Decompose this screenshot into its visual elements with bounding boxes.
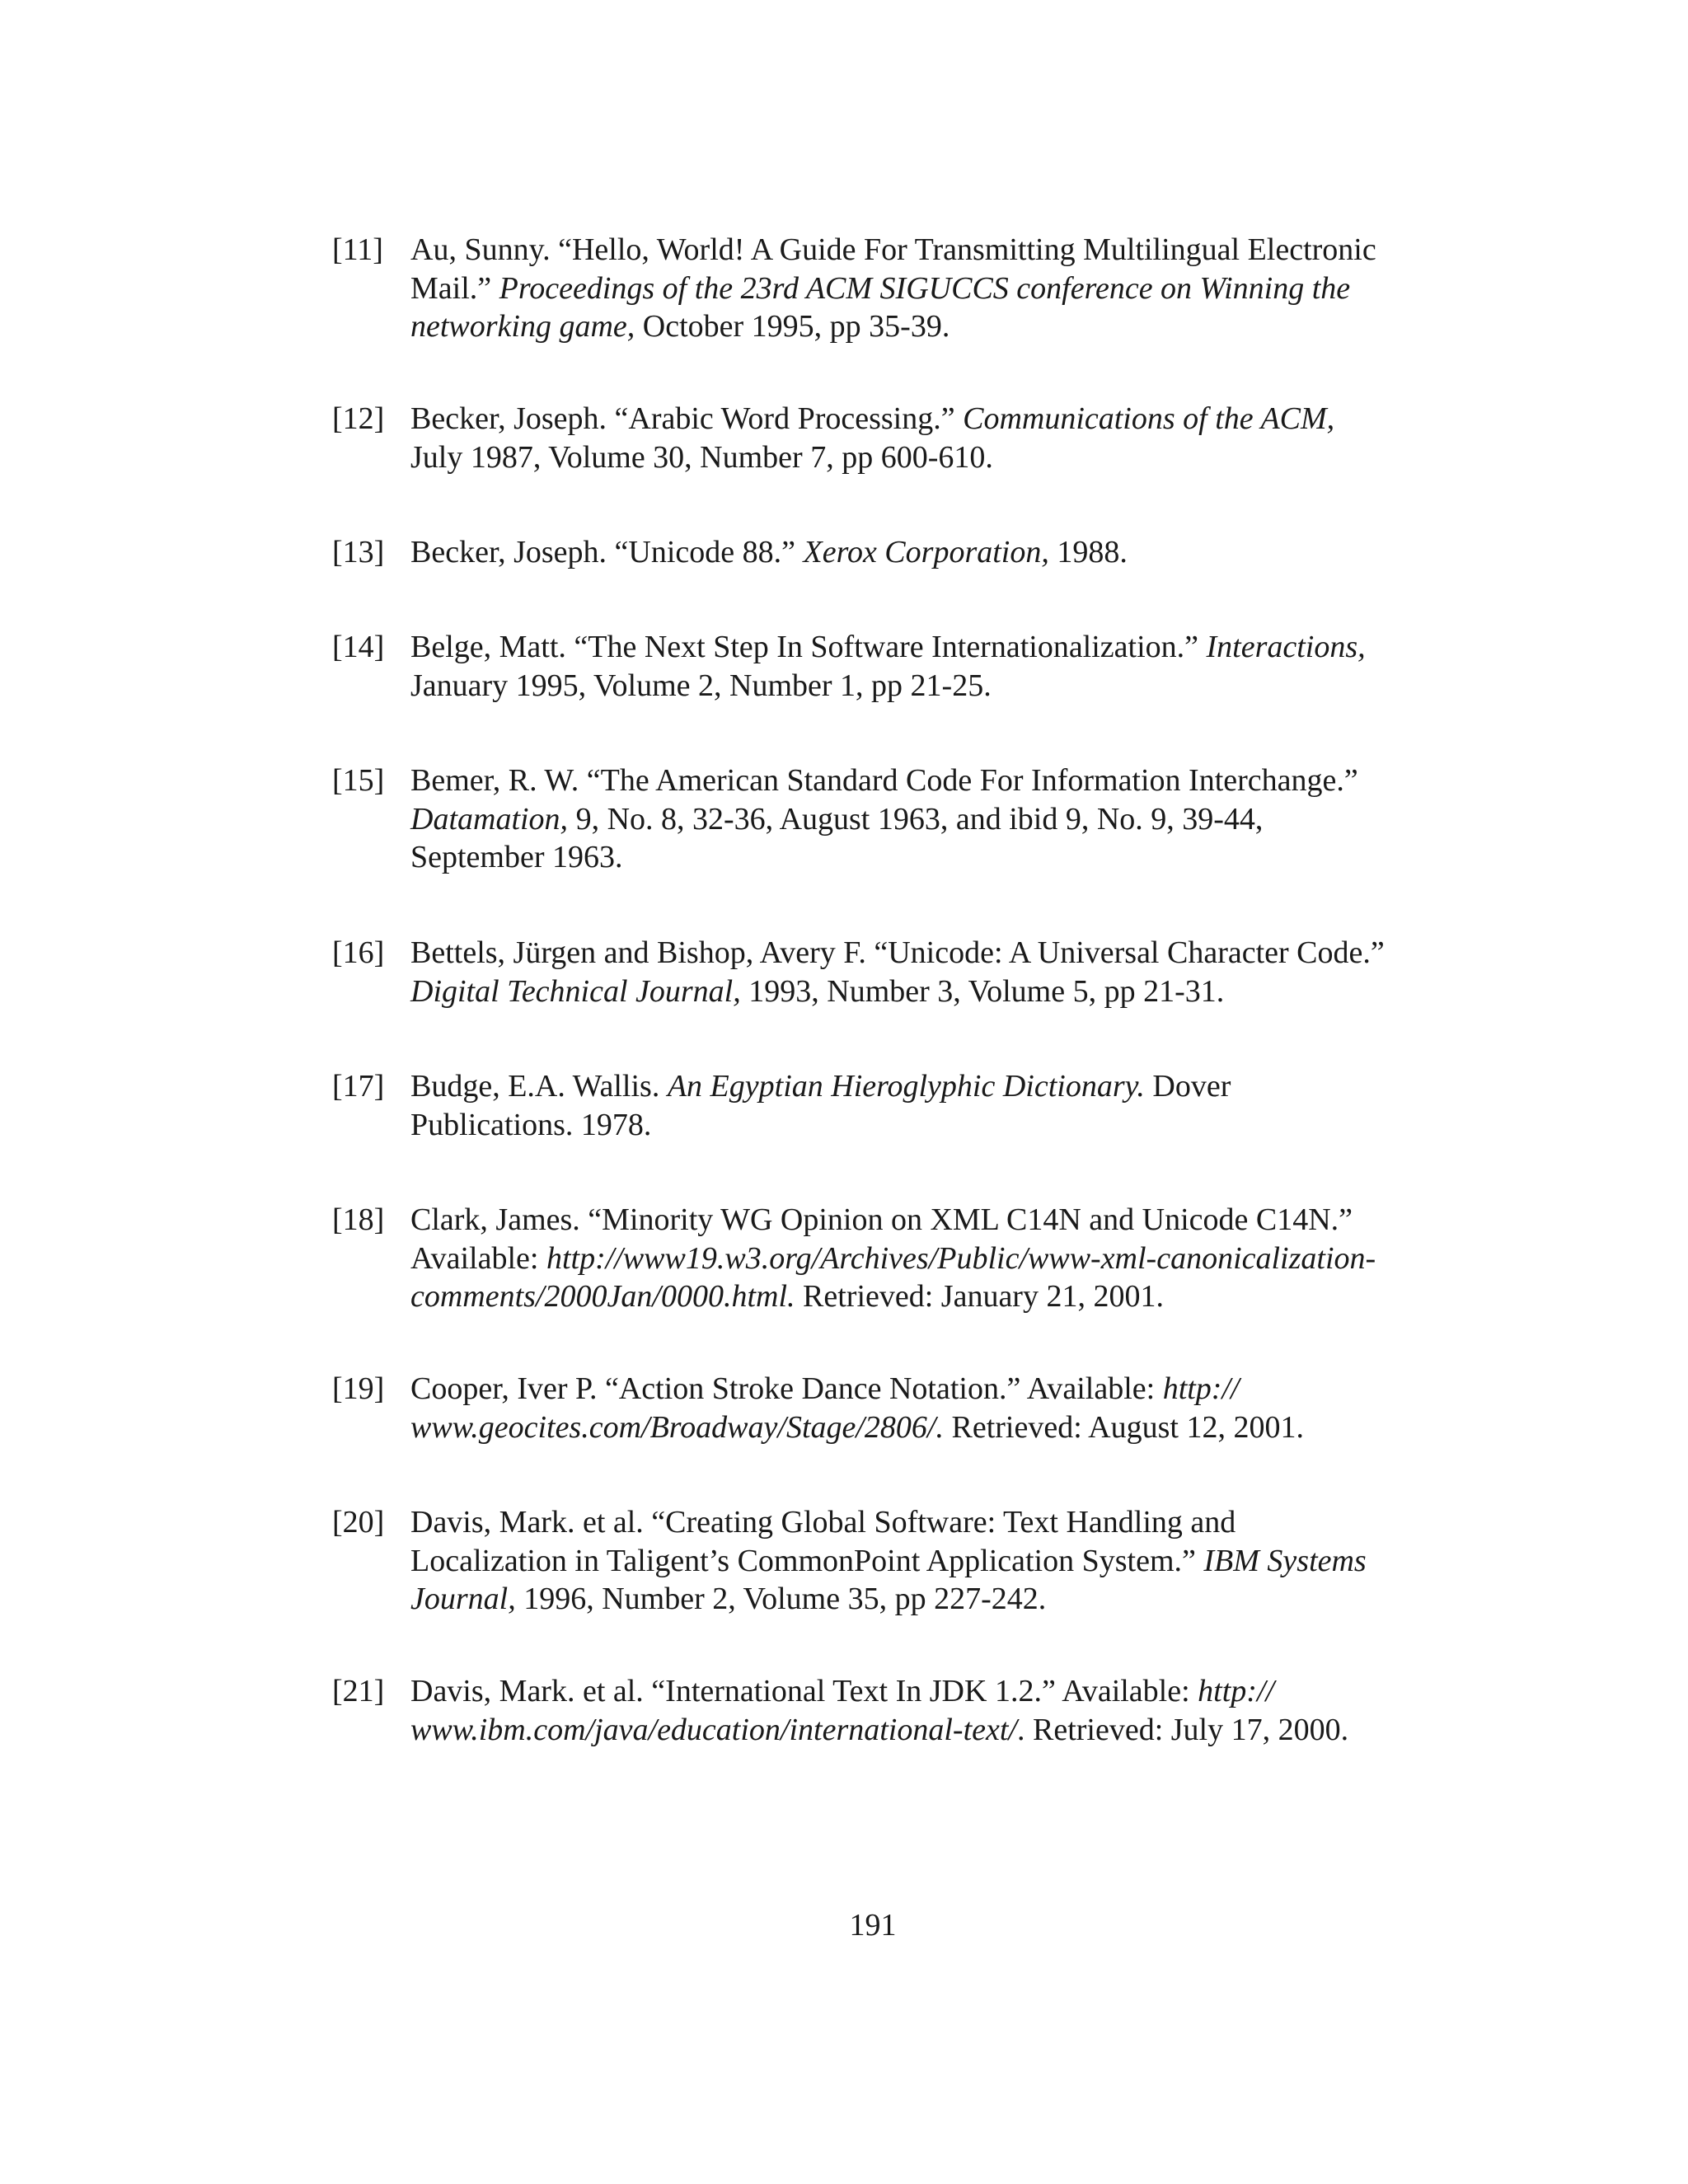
italic-text: www.geocites.com/Broadway/Stage/2806/. xyxy=(410,1409,944,1445)
reference-text: September 1963. xyxy=(410,840,623,874)
reference-line xyxy=(410,667,992,705)
reference-number: [18] xyxy=(332,1202,385,1237)
reference-line xyxy=(410,1106,651,1144)
reference-line xyxy=(410,838,623,876)
italic-text: Interactions, xyxy=(1206,630,1366,664)
reference-line xyxy=(410,800,1263,838)
reference-line xyxy=(410,1408,1304,1446)
italic-text: comments/2000Jan/0000.html. xyxy=(410,1279,795,1314)
italic-text: Xerox Corporation, xyxy=(803,535,1049,569)
italic-text: http:// xyxy=(1198,1674,1275,1708)
reference-text: Available: xyxy=(410,1240,546,1276)
reference-line xyxy=(410,1711,1348,1749)
reference-text: . Retrieved: July 17, 2000. xyxy=(1016,1712,1349,1747)
italic-text: networking game, xyxy=(410,309,635,344)
reference-text: July 1987, Volume 30, Number 7, pp 600-610. xyxy=(410,439,993,475)
reference-line xyxy=(410,762,1358,799)
reference-number: [11] xyxy=(332,232,383,267)
reference-line xyxy=(410,972,1224,1010)
reference-text: Clark, James. “Minority WG Opinion on XML C14N and Unicode C14N.” xyxy=(410,1202,1353,1237)
reference-text: Publications. 1978. xyxy=(410,1107,652,1142)
reference-line xyxy=(410,1580,1046,1618)
reference-line xyxy=(410,533,1128,571)
reference-line xyxy=(410,400,1334,438)
reference-line xyxy=(410,438,993,476)
reference-line xyxy=(410,1370,1240,1408)
reference-text: Dover xyxy=(1144,1069,1231,1104)
reference-line xyxy=(410,307,950,345)
reference-number: [12] xyxy=(332,401,385,436)
italic-text: http://www19.w3.org/Archives/Public/www-xml-canonicalization- xyxy=(546,1240,1376,1276)
reference-text: 9, No. 8, 32-36, August 1963, and ibid 9, No. 9, 39-44, xyxy=(568,801,1264,837)
reference-number: [16] xyxy=(332,935,385,970)
italic-text: Communications of the ACM, xyxy=(963,401,1335,436)
italic-text: Journal, xyxy=(410,1582,516,1616)
italic-text: IBM Systems xyxy=(1203,1543,1367,1578)
reference-line xyxy=(410,934,1385,972)
reference-number: [20] xyxy=(332,1505,385,1540)
reference-text: Bemer, R. W. “The American Standard Code For Information Interchange.” xyxy=(410,763,1358,798)
italic-text: Digital Technical Journal, xyxy=(410,973,741,1009)
reference-number: [14] xyxy=(332,630,385,664)
reference-text: Retrieved: August 12, 2001. xyxy=(943,1409,1304,1445)
italic-text: http:// xyxy=(1162,1371,1240,1406)
reference-number: [21] xyxy=(332,1674,385,1708)
reference-text: Davis, Mark. et al. “International Text In JDK 1.2.” Available: xyxy=(410,1674,1198,1708)
reference-text: Localization in Taligent’s CommonPoint Application System.” xyxy=(410,1543,1204,1578)
reference-text: Becker, Joseph. “Arabic Word Processing.” xyxy=(410,401,964,436)
reference-line xyxy=(410,269,1350,307)
reference-line xyxy=(410,1503,1236,1541)
reference-number: [15] xyxy=(332,763,385,798)
reference-text: Budge, E.A. Wallis. xyxy=(410,1069,668,1104)
italic-text: Proceedings of the 23rd ACM SIGUCCS conference on Winning the xyxy=(499,270,1351,306)
reference-number: [13] xyxy=(332,535,385,569)
reference-text: Au, Sunny. “Hello, World! A Guide For Transmitting Multilingual Electronic xyxy=(410,232,1376,267)
reference-text: Becker, Joseph. “Unicode 88.” xyxy=(410,535,804,569)
reference-text: January 1995, Volume 2, Number 1, pp 21-25. xyxy=(410,668,992,703)
reference-text: October 1995, pp 35-39. xyxy=(635,309,950,344)
reference-number: [19] xyxy=(332,1371,385,1406)
reference-text: Belge, Matt. “The Next Step In Software Internationalization.” xyxy=(410,630,1207,664)
page-number: 191 xyxy=(849,1908,897,1943)
reference-number: [17] xyxy=(332,1069,385,1104)
reference-line xyxy=(410,231,1376,269)
reference-text: Mail.” xyxy=(410,270,499,306)
reference-text: 1988. xyxy=(1048,535,1128,569)
italic-text: An Egyptian Hieroglyphic Dictionary. xyxy=(667,1069,1145,1104)
reference-text: Cooper, Iver P. “Action Stroke Dance Notation.” Available: xyxy=(410,1371,1163,1406)
reference-text: 1996, Number 2, Volume 35, pp 227-242. xyxy=(515,1582,1047,1616)
reference-line xyxy=(410,1240,1376,1277)
reference-text: Retrieved: January 21, 2001. xyxy=(795,1279,1164,1314)
reference-line xyxy=(410,628,1366,666)
reference-text: Bettels, Jürgen and Bishop, Avery F. “Unicode: A Universal Character Code.” xyxy=(410,935,1385,970)
reference-line xyxy=(410,1067,1231,1105)
reference-line xyxy=(410,1672,1274,1710)
reference-text: Davis, Mark. et al. “Creating Global Software: Text Handling and xyxy=(410,1505,1236,1540)
italic-text: www.ibm.com/java/education/international-text/ xyxy=(410,1712,1017,1747)
reference-line xyxy=(410,1201,1353,1239)
reference-text: 1993, Number 3, Volume 5, pp 21-31. xyxy=(740,973,1225,1009)
reference-line xyxy=(410,1542,1367,1580)
reference-line xyxy=(410,1277,1164,1315)
italic-text: Datamation, xyxy=(410,801,569,837)
